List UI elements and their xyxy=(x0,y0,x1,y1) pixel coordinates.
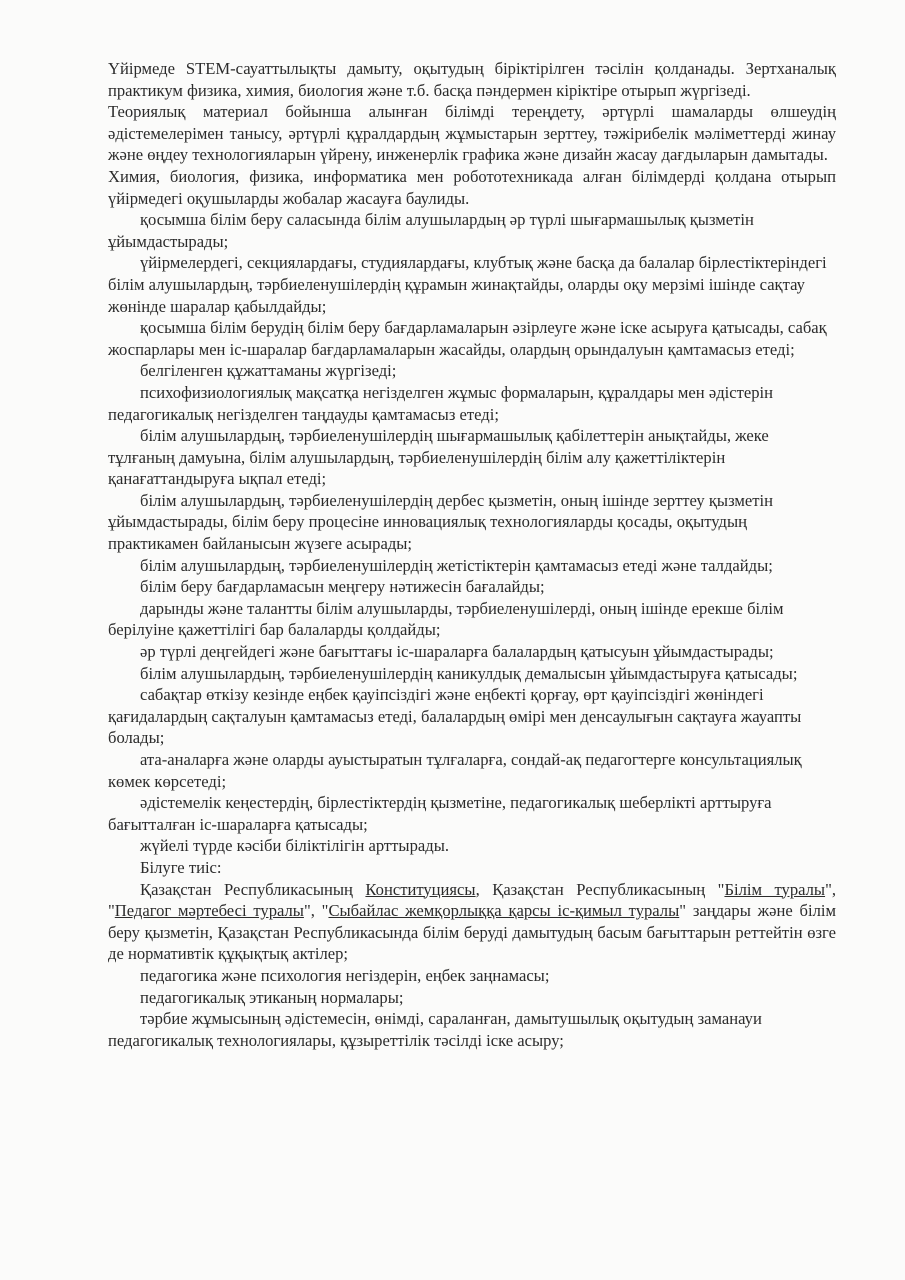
duty-item: жүйелі түрде кәсіби біліктілігін арттырады. xyxy=(140,836,449,856)
duty-item: білім алушылардың, тәрбиеленушілердің жетістіктерін қамтамасыз етеді және талдайды; xyxy=(140,555,773,575)
duty-item: білім беру бағдарламасын меңгеру нәтижесін бағалайды; xyxy=(140,577,545,597)
duty-item: білім алушылардың, тәрбиеленушілердің каникулдық демалысын ұйымдастыруға қатысады; xyxy=(140,663,798,683)
law-text: " заңдары және білім беру қызметін, Қазақстан Республикасында білім беруді дамытудың басым бағыттарын реттейтін өзге де нормативтік құқықтық актілер; xyxy=(108,901,836,964)
paragraph-theory: Теориялық материал бойынша алынған білімді тереңдету, әртүрлі шамаларды өлшеудің әдістемелерімен танысу, әртүрлі құралдардың жұмыстарын зерттеу, тәжірибелік мәліметтерді жинау және өңдеу технологияларын үйрену, инженерлік графика және дизайн жасау дағдыларын дамытады. xyxy=(108,102,836,165)
knowledge-item: тәрбие жұмысының әдістемесін, өнімді, сараланған, дамытушылық оқытудың заманауи педагогикалық технологиялары, құзыреттілік тәсілді іске асыру; xyxy=(108,1009,762,1050)
education-law-link[interactable]: Білім туралы xyxy=(724,879,826,899)
paragraph-projects: Химия, биология, физика, информатика мен робототехникада алған білімдерді қолдана отырып үйірмедегі оқушыларды жобалар жасауға баулиды. xyxy=(108,166,836,208)
duty-item: әдістемелік кеңестердің, бірлестіктердің қызметіне, педагогикалық шеберлікті арттыруға бағытталған іс-шараларға қатысады; xyxy=(108,793,772,834)
paragraph-stem: Үйірмеде STEM-сауаттылықты дамыту, оқытудың біріктірілген тәсілін қолданады. Зертханалық практикум физика, химия, биология және т.б. басқа пәндермен кіріктіре отырып жүргізеді. xyxy=(108,59,836,100)
law-text: Қазақстан Республикасының xyxy=(140,879,366,899)
law-text: , Қазақстан Республикасының " xyxy=(475,879,725,899)
knowledge-item: педагогика және психология негіздерін, еңбек заңнамасы; xyxy=(140,965,550,985)
duty-item: сабақтар өткізу кезінде еңбек қауіпсіздігі және еңбекті қорғау, өрт қауіпсіздігі жөніндегі қағидалардың сақталуын қамтамасыз етеді, балалардың өмірі мен денсаулығын сақтауға жауапты болады; xyxy=(108,685,802,748)
law-text: ", " xyxy=(108,879,836,921)
duty-item: белгіленген құжаттаманы жүргізеді; xyxy=(140,361,397,381)
duty-item: үйірмелердегі, секциялардағы, студиялардағы, клубтық және басқа да балалар бірлестіктеріндегі білім алушылардың, тәрбиеленушілердің құрамын жинақтайды, оларды оқу мерзімі ішінде сақтау жөнінде шаралар қабылдайды; xyxy=(108,253,827,316)
document-body xyxy=(108,58,836,1051)
anti-corruption-law-link[interactable]: Сыбайлас жемқорлыққа қарсы іс-қимыл туралы xyxy=(328,901,680,921)
duty-item: әр түрлі деңгейдегі және бағыттағы іс-шараларға балалардың қатысуын ұйымдастырады; xyxy=(140,642,774,662)
duty-item: қосымша білім берудің білім беру бағдарламаларын әзірлеуге және іске асыруға қатысады, сабақ жоспарлары мен іс-шаралар бағдарламаларын жасайды, олардың орындалуын қамтамасыз етеді; xyxy=(108,318,827,359)
duty-item: дарынды және талантты білім алушыларды, тәрбиеленушілерді, оның ішінде ерекше білім берілуіне қажеттілігі бар балаларды қолдайды; xyxy=(108,598,784,640)
constitution-link[interactable]: Конституциясы xyxy=(365,879,476,899)
duty-item: білім алушылардың, тәрбиеленушілердің дербес қызметін, оның ішінде зерттеу қызметін ұйымдастырады, білім беру процесіне инновациялық технологияларды қосады, оқытудың практикамен байланысын жүзеге асырады; xyxy=(108,490,774,554)
duty-item: ата-аналарға және оларды ауыстыратын тұлғаларға, сондай-ақ педагогтерге консультациялық көмек көрсетеді; xyxy=(108,750,802,791)
duty-item: қосымша білім беру саласында білім алушылардың әр түрлі шығармашылық қызметін ұйымдастырады; xyxy=(108,210,754,251)
law-text: ", " xyxy=(303,901,329,921)
duty-item: психофизиологиялық мақсатқа негізделген жұмыс формаларын, құралдары мен әдістерін педагогикалық негізделген таңдауды қамтамасыз етеді; xyxy=(108,382,774,424)
knowledge-heading: Білуге тиіс: xyxy=(140,857,222,877)
duty-item: білім алушылардың, тәрбиеленушілердің шығармашылық қабілеттерін анықтайды, жеке тұлғаның дамуына, білім алушылардың, тәрбиеленушілердің білім алу қажеттіліктерін қанағаттандыруға ықпал етеді; xyxy=(108,426,769,489)
law-paragraph xyxy=(108,879,836,965)
knowledge-item: педагогикалық этиканың нормалары; xyxy=(140,987,404,1007)
teacher-status-law-link[interactable]: Педагог мәртебесі туралы xyxy=(114,901,304,921)
